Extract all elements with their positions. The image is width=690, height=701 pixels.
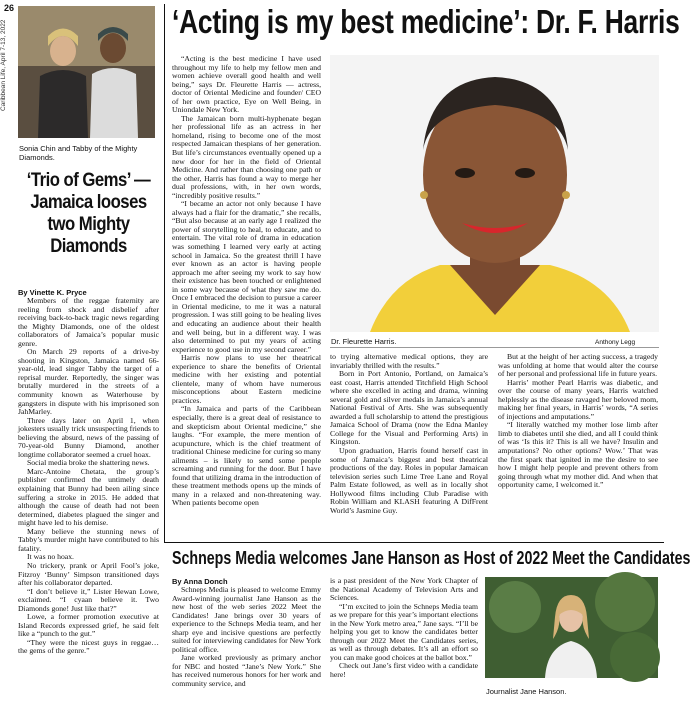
bottom-headline: Schneps Media welcomes Jane Hanson as Host of 2022 Meet the Candidates — [172, 548, 690, 568]
paragraph: But at the height of her acting success, a tragedy was unfolding at home that would alter the course of her personal and professional life in future years. — [498, 352, 658, 379]
paragraph: The Jamaican born multi-hyphenate began her professional life as an actress in her homeland, rising to become one of the most respected Jamaican thespians of her generation. But life’s circumstances eventually opened up a new door for her in the field of Oriental Medicine. And rather than choosing one path or the other, Harris has found a way to merge her dual professions, with, in her own words, “incredibly positive results.” — [172, 113, 321, 200]
paragraph: It was no hoax. — [27, 552, 74, 562]
left-headline-wrap — [18, 170, 159, 258]
dr-harris-photo — [330, 55, 659, 332]
paragraph: Jane worked previously as primary anchor for NBC and hosted “Jane’s New York.” She has received numerous honors for her work and community service, and — [172, 653, 321, 689]
main-col-3 — [498, 353, 658, 541]
jane-hanson-caption: Journalist Jane Hanson. — [486, 687, 567, 696]
paragraph: Members of the reggae fraternity are reeling from shock and disbelief after receiving back-to-back tragic news regarding the Mighty Diamonds, one of the oldest collaborators of Jamaica’s popular music genre. — [18, 296, 159, 348]
paragraph: is a past president of the New York Chapter of the National Academy of Television Arts and Sciences. — [330, 576, 478, 603]
left-headline: ‘Trio of Gems’ — Jamaica looses two Mighty Diamonds — [26, 170, 151, 257]
paragraph: Lowe, a former promotion executive at Island Records expressed grief, he said felt like a “punch to the gut.” — [18, 612, 159, 639]
paragraph: Born in Port Antonio, Portland, on Jamaica’s east coast, Harris attended Titchfield High School where she excelled in acting and drama, winning several gold and silver medals in Jamaica’s annual National Festival of Arts. She was subsequently awarded a full scholarship to attend the prestigious Jamaica School of Drama (now the Edna Manley College for the Visual and Performing Arts) in Kingston. — [330, 369, 488, 447]
jane-hanson-photo — [485, 577, 658, 678]
paragraph: “I’m excited to join the Schneps Media team as we prepare for this year’s important elections in the New York metro area,” Jane says. “I’ll be helping you get to know the candidates better through our 2022 Meet the Candidates series, as well as through debates. It’s all an effort so you can make good choices at the ballot box.” — [330, 601, 478, 662]
column-divider — [164, 4, 165, 542]
photo-credit: Anthony Legg — [595, 339, 636, 346]
mighty-diamonds-caption: Sonia Chin and Tabby of the Mighty Diamonds. — [19, 144, 138, 162]
section-label: Caribbean Life, April 7-13, 2022 — [0, 20, 7, 112]
paragraph: “I don’t believe it,” Lister Hewan Lowe, exclaimed. “I cyaan believe it. Two Diamonds gone! Just like that?” — [18, 586, 159, 613]
paragraph: Marc-Antoine Chetata, the group’s publisher confirmed the untimely death explaining that Bunny had been ailing since suffering a stroke in 2015. He added that although the cause of death had not been determined, diabetes plagued the singer and might have led to his demise. — [18, 466, 159, 528]
bottom-col-1 — [172, 586, 321, 700]
paragraph: No trickery, prank or April Fool’s joke, Fitzroy ‘Bunny’ Simpson transitioned days after his collaborator departed. — [18, 560, 159, 588]
paragraph: “I literally watched my mother lose limb after limb to diabetes until she died, and all I could think of was ‘Is this it? This is all we have? Insulin and amputations? No other options? Wow.’ That was the first spark that ignited in me the desire to see how I might help people and prevent others from going through what my mother did. And when that opportunity came, I welcomed it.” — [498, 420, 658, 490]
paragraph: “In Jamaica and parts of the Caribbean especially, there is a great deal of resistance to and skepticism about Oriental medicine,” she laughs. “For example, the mere mention of acupuncture, which is the chief treatment of traditional Chinese medicine for curing so many ailments – is likely to send some people screaming and running for the door. But I have found that utilizing drama in the introduction of these treatment methods opens up the minds of many in a relaxed and non-threatening way. When patients become open — [172, 404, 321, 508]
paragraph: to trying alternative medical options, they are invariably thrilled with the results.” — [330, 352, 488, 370]
mighty-diamonds-photo — [18, 6, 155, 138]
paragraph: Schneps Media is pleased to welcome Emmy Award-winning journalist Jane Hanson as the new host of the web series 2022 Meet the Candidates! Jane brings over 30 years of experience to the Schneps Media team, and her sharp eye and incisive questions are perfectly suited for interviewing candidates for New York political office. — [172, 585, 321, 654]
main-col-2 — [330, 353, 488, 541]
page-number: 26 — [4, 3, 15, 13]
paragraph: “I became an actor not only because I have always had a flair for the dramatic,” she recalls, “But also because at an early age I realized the power of storytelling to heal, to educate, and to entertain. The vital role of drama in education was something I learned very early at acting school in Jamaica. So the greatest thrill I have ever known as an actor is having people approach me after seeing my work to say how their existence has been touched or enlightened in some way because of what they saw me do. Once I embraced the decision to pursue a career in Oriental medicine, to me it was a natural progression. I was still going to be healing lives and educating an audience about their health and well being, but in a different way. I was also determined to put my years of acting experience to good use in my second career.” — [172, 199, 321, 354]
main-headline: ‘Acting is my best medicine’: Dr. F. Harris — [172, 3, 680, 40]
paragraph: “They were the nicest guys in reggae… the gems of the genre.” — [18, 637, 159, 656]
paragraph: Check out Jane’s first video with a candidate here! — [330, 661, 478, 680]
bottom-byline: By Anna Donch — [172, 577, 228, 586]
paragraph: Many believe the stunning news of Tabby’s murder might have contributed to his fatality. — [18, 526, 159, 553]
paragraph: “Acting is the best medicine I have used throughout my life to help my fellow men and women achieve overall good health and well being,” says Dr. Fleurette Harris — actress, doctor of Oriental Medicine and founder/ CEO of her own practice, Eye on Well Being, in Uniondale New York. — [172, 54, 321, 115]
left-story-body — [18, 297, 159, 699]
bottom-headline-wrap — [172, 546, 690, 572]
main-col-1 — [172, 54, 321, 508]
bottom-col-2 — [330, 577, 478, 700]
paragraph: On March 29 reports of a drive-by shooting in Kingston, Jamaica named 66-year-old, lead singer Tabby the target of a reprisal murder. Reportedly, the singer was brutally murdered in the streets of a community known as Waterhouse by gangsters in dispute with his imprisoned son JahMarley. — [18, 347, 159, 417]
dr-harris-caption: Dr. Fleurette Harris. — [331, 337, 397, 346]
left-byline: By Vinette K. Pryce — [18, 288, 87, 297]
main-headline-wrap — [172, 2, 680, 46]
caption-rule — [330, 347, 659, 348]
paragraph: Three days later on April 1, when jokesters usually trick unsuspecting friends to believing the absurd, news of the passing of 70-year-old Bunny Diamond, another longtime collaborator seemed a cruel hoax. — [18, 415, 159, 459]
paragraph: Harris now plans to use her theatrical experience to share the benefits of Oriental medicine with her existing and potential clientele, many of whom have numerous misconceptions about Eastern medicine practices. — [172, 353, 321, 405]
paragraph: Upon graduation, Harris found herself cast in some of Jamaica’s biggest and best theatrical productions of the day. Roles in popular Jamaican television series such Lime Tree Lane and Royal Palm Estate followed, as well as in locally shot Hollywood films including Club Paradise with Robin William and KLASH featuring A DifFrent World’s Jasmine Guy. — [330, 446, 488, 515]
section-divider — [164, 542, 664, 543]
paragraph: Social media broke the shattering news. — [27, 458, 150, 468]
paragraph: Harris’ mother Pearl Harris was diabetic, and over the course of many years, Harris watched helplessly as the disease ravaged her beloved mom, making her final years, in Harris’ words, “A series of injections and amputations.” — [498, 377, 658, 421]
